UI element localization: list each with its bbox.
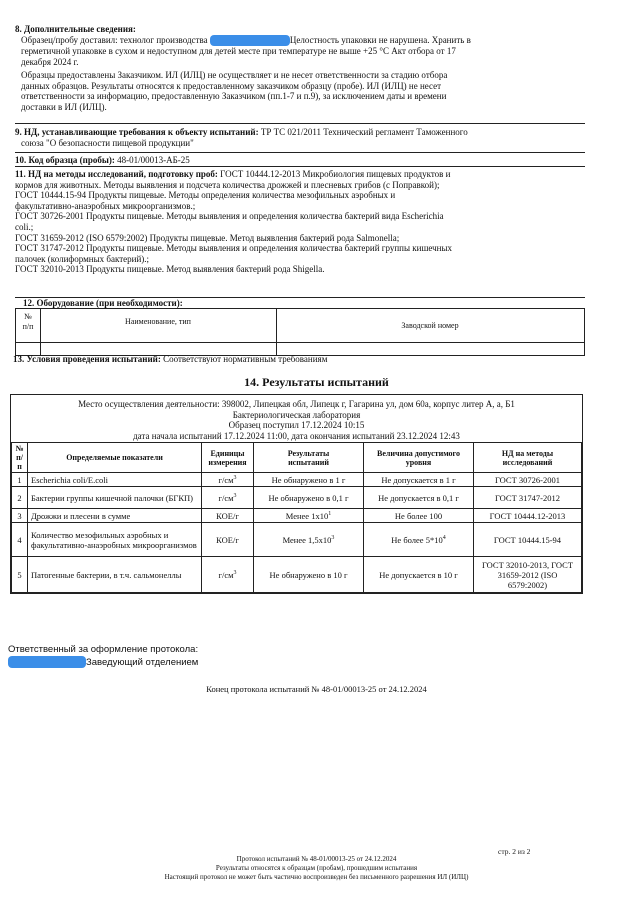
section-11: 11. НД на методы исследований, подготовку проб: ГОСТ 10444.12-2013 Микробиология пищевых продуктов и кормов для животных. Методы выявления и подсчета количества дрожжей и плесневых грибов (с Поправкой); ГОСТ 10444.15-94 Продукты пищевые. Методы определения количества мезофильных аэробных и факультативно-анаэробных микроорганизмов.; ГОСТ 30726-2001 Продукты пищевые. Методы выявления и определения количества бактерий вида Escherichia coli.; ГОСТ 31659-2012 (ISO 6579:2002) Продукты пищевые. Метод выявления бактерий рода Salmonella; ГОСТ 31747-2012 Продукты пищевые. Методы выявления и определения количества бактерий группы кишечных палочек (колиформных бактерий).; ГОСТ 32010-2013 Продукты пищевые. Метод выявления бактерий рода Shigella. [15,169,583,275]
section-11-line: факультативно-анаэробных микроорганизмов.; [15,200,196,211]
page-number: стр. 2 из 2 [498,847,531,856]
results-header-row [12,443,582,473]
row-result: Менее $1,5х10^3$ [254,523,364,557]
row-unit: КОЕ/г [202,509,254,523]
section-10-title: 10. Код образца (пробы): [15,155,115,165]
responsible-position: Заведующий отделением [86,657,199,668]
redacted-name [210,35,290,46]
divider [15,166,585,167]
row-method: ГОСТ 30726-2001 [474,473,582,487]
row-unit: $г/см^3$ [202,473,254,487]
section-12 [15,298,591,309]
row-allowed: Не допускается в 10 г [364,557,474,593]
section-8 [15,24,583,113]
header-results: Результаты испытаний [254,443,364,473]
row-indicator: Дрожжи и плесени в сумме [28,509,202,523]
row-method: ГОСТ 10444.12-2013 [474,509,582,523]
section-9-line: союза "О безопасности пищевой продукции" [21,137,194,148]
section-11-line: ГОСТ 31659-2012 (ISO 6579:2002) Продукты пищевые. Метод выявления бактерий рода Salmonella; [15,232,400,243]
results-box [10,394,583,594]
row-method: ГОСТ 10444.15-94 [474,523,582,557]
header-method: НД на методы исследований [474,443,582,473]
row-allowed: Не допускается в 0,1 г [364,487,474,509]
row-no: 5 [12,557,28,593]
row-indicator: Escherichia coli/E.coli [28,473,202,487]
table-row [12,557,582,593]
row-no: 2 [12,487,28,509]
section-9 [15,127,583,148]
row-no: 3 [12,509,28,523]
table-row [12,487,582,509]
row-result: Не обнаружено в 0,1 г [254,487,364,509]
footer [0,855,633,882]
section-11-line: ГОСТ 30726-2001 Продукты пищевые. Методы выявления и определения количества бактерий вида Escherichia [15,211,444,222]
table-row [12,523,582,557]
row-indicator: Количество мезофильных аэробных и факультативно-анаэробных микроорганизмов [28,523,202,557]
row-unit: $г/см^3$ [202,557,254,593]
header-indicator: Определяемые показатели [28,443,202,473]
section-11-line: ГОСТ 31747-2012 Продукты пищевые. Методы выявления и определения количества бактерий группы кишечных [15,243,453,254]
end-of-protocol: Конец протокола испытаний № 48-01/00013-25 от 24.12.2024 [206,684,427,694]
table-row [12,473,582,487]
section-8-line: Образец/пробу доставил: технолог производства Целостность упаковки не нарушена. Хранить в [21,34,471,45]
header-allowed: Величина допустимого уровня [364,443,474,473]
section-13 [13,354,581,365]
footer-line: Результаты относятся к образцам (пробам), прошедшим испытания [215,864,418,872]
section-10 [15,155,583,166]
divider [15,123,585,124]
row-method: ГОСТ 32010-2013, ГОСТ 31659-2012 (ISO 6579:2002) [474,557,582,593]
row-result: Не обнаружено в 1 г [254,473,364,487]
results-received: Образец поступил 17.12.2024 10:15 [228,420,365,431]
section-12-title: 12. Оборудование (при необходимости): [23,298,183,308]
row-method: ГОСТ 31747-2012 [474,487,582,509]
equipment-col-no: № п/п [22,312,34,331]
row-allowed: Не более $5*10^4$ [364,523,474,557]
row-no: 1 [12,473,28,487]
section-8-line: декабря 2024 г. [21,56,79,67]
section-11-line: ГОСТ 32010-2013 Продукты пищевые. Метод выявления бактерий рода Shigella. [15,264,325,275]
section-8-line: Образцы предоставлены Заказчиком. ИЛ (ИЛЦ) не осуществляет и не несет ответственности за стадию отбора [21,70,448,81]
equipment-col-serial: Заводской номер [401,321,459,330]
results-title: 14. Результаты испытаний [244,375,389,389]
redacted-name [8,656,86,668]
results-place: Место осуществления деятельности: 398002, Липецкая обл, Липецк г, Гагарина ул, дом 60а, корпус литер А, а, Б1 [78,399,515,409]
row-no: 4 [12,523,28,557]
section-8-line: данных образцов. Результаты относятся к предоставленному заказчиком образцу (пробе). ИЛ (ИЛЦ) не несет [21,80,442,91]
section-8-line: доставки в ИЛ (ИЛЦ). [21,102,107,112]
row-result: Менее $1х10^1$ [254,509,364,523]
footer-line: Настоящий протокол не может быть частично воспроизведен без письменного разрешения ИЛ (ИЛЦ) [164,873,469,881]
section-8-line: герметичной упаковке в сухом и недоступном для детей месте при температуре не выше +25 °С Акт отбора от 17 [21,46,456,57]
section-8-title: 8. Дополнительные сведения: [15,24,136,34]
section-11-title: 11. НД на методы исследований, подготовку проб: [15,169,218,179]
equipment-table [15,308,585,356]
row-indicator: Бактерии группы кишечной палочки (БГКП) [28,487,202,509]
responsible-label: Ответственный за оформление протокола: [8,644,199,655]
section-9-value: ТР ТС 021/2011 Технический регламент Таможенного [260,127,468,137]
table-row [12,509,582,523]
sample-code: 48-01/00013-АБ-25 [117,155,190,165]
section-13-title: 13. Условия проведения испытаний: [13,354,161,364]
section-11-line: ГОСТ 10444.15-94 Продукты пищевые. Методы определения количества мезофильных аэробных и [15,190,396,201]
section-8-line: ответственности за информацию, предоставленную Заказчиком (пп.1-7 и п.9), за исключением даты и времени [21,91,447,102]
row-unit: $г/см^3$ [202,487,254,509]
section-13-value: Соответствуют нормативным требованиям [163,354,328,364]
section-11-line: кормов для животных. Методы выявления и подсчета количества дрожжей и плесневых грибов (с Поправкой); [15,179,440,190]
equipment-col-name: Наименование, тип [125,317,191,326]
row-allowed: Не допускается в 1 г [364,473,474,487]
results-table [11,442,582,593]
section-9-title: 9. НД, устанавливающие требования к объекту испытаний: [15,127,259,137]
responsible-block [8,643,198,669]
header-no: № п/п [12,443,28,473]
results-lab: Бактериологическая лаборатория [232,409,361,420]
results-dates: дата начала испытаний 17.12.2024 11:00, дата окончания испытаний 23.12.2024 12:43 [133,430,460,441]
header-units: Единицы измерения [202,443,254,473]
row-indicator: Патогенные бактерии, в т.ч. сальмонеллы [28,557,202,593]
row-result: Не обнаружено в 10 г [254,557,364,593]
footer-line: Протокол испытаний № 48-01/00013-25 от 24.12.2024 [236,855,397,863]
divider [15,152,585,153]
row-unit: КОЕ/г [202,523,254,557]
section-11-line: палочек (колиформных бактерий).; [15,253,150,264]
row-allowed: Не более 100 [364,509,474,523]
section-11-line: coli.; [15,221,34,232]
